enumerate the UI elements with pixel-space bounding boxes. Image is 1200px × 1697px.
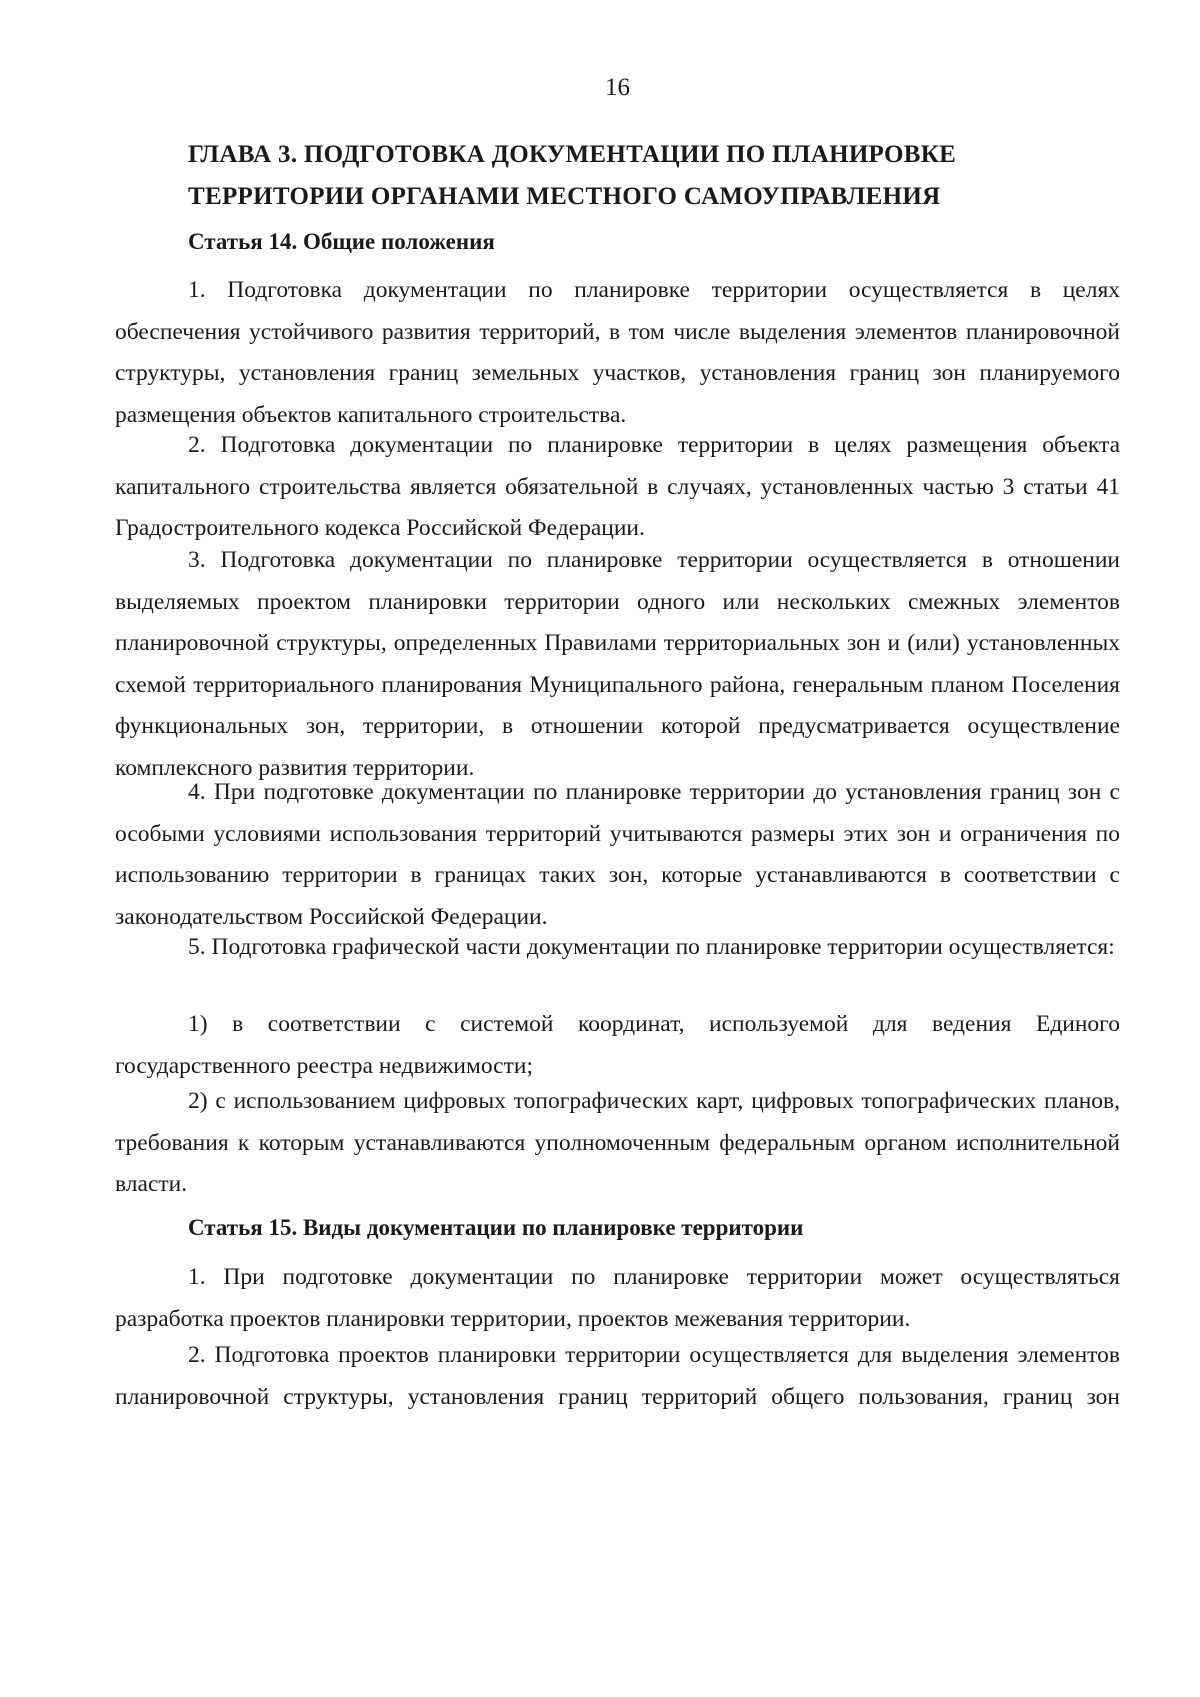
chapter-title: ГЛАВА 3. ПОДГОТОВКА ДОКУМЕНТАЦИИ ПО ПЛАНИРОВКЕ ТЕРРИТОРИИ ОРГАНАМИ МЕСТНОГО САМОУПРАВЛЕНИЯ [188,141,957,210]
article-14-paragraph-2: 2. Подготовка документации по планировке территории в целях размещения объекта капитального строительства является обязательной в случаях, установленных частью 3 статьи 41 Градостроительного кодекса Российской Федерации. [115,432,1120,541]
article-14-paragraph-4: 4. При подготовке документации по планировке территории до установления границ зон с особыми условиями использования территорий учитываются размеры этих зон и ограничения по использованию территории в границах таких зон, которые устанавливаются в соответствии с законодательством Российской Федерации. [115,779,1120,930]
article-14-heading: Статья 14. Общие положения [188,229,495,254]
article-14-paragraph-3: 3. Подготовка документации по планировке территории осуществляется в отношении выделяемых проектом планировки территории одного или нескольких смежных элементов планировочной структуры, определенных Правилами территориальных зон и (или) установленных схемой территориального планирования Муниципального района, генеральным планом Поселения функциональных зон, территории, в отношении которой предусматривается осуществление комплексного развития территории. [115,547,1120,781]
article-15-paragraph-2: 2. Подготовка проектов планировки территории осуществляется для выделения элементов планировочной структуры, установления границ территорий общего пользования, границ зон [115,1342,1120,1410]
article-15-heading: Статья 15. Виды документации по планировке территории [188,1215,804,1240]
page-number: 16 [605,74,630,101]
article-14-item-2: 2) с использованием цифровых топографических карт, цифровых топографических планов, требования к которым устанавливаются уполномоченным федеральным органом исполнительной власти. [115,1088,1120,1197]
article-14-paragraph-1: 1. Подготовка документации по планировке территории осуществляется в целях обеспечения устойчивого развития территорий, в том числе выделения элементов планировочной структуры, установления границ земельных участков, установления границ зон планируемого размещения объектов капитального строительства. [115,277,1120,428]
article-15-paragraph-1: 1. При подготовке документации по планировке территории может осуществляться разработка проектов планировки территории, проектов межевания территории. [115,1264,1120,1332]
article-14-paragraph-5: 5. Подготовка графической части документации по планировке территории осуществляется: [188,934,1115,960]
article-14-item-1: 1) в соответствии с системой координат, используемой для ведения Единого государственного реестра недвижимости; [115,1011,1120,1079]
